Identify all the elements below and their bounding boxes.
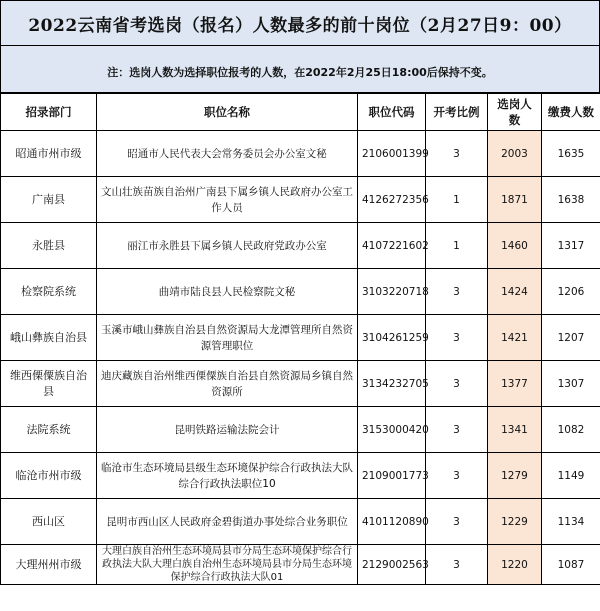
header-paid: 缴费人数 bbox=[542, 94, 600, 131]
cell-ratio: 3 bbox=[426, 269, 488, 315]
cell-ratio: 3 bbox=[426, 407, 488, 453]
table-row bbox=[1, 223, 600, 269]
cell-paid: 1635 bbox=[542, 131, 600, 177]
table-header-row bbox=[1, 94, 600, 131]
cell-code: 2109001773 bbox=[358, 453, 426, 499]
cell-selected: 1424 bbox=[488, 269, 542, 315]
cell-selected: 2003 bbox=[488, 131, 542, 177]
cell-paid: 1149 bbox=[542, 453, 600, 499]
cell-selected: 1871 bbox=[488, 177, 542, 223]
cell-ratio: 3 bbox=[426, 499, 488, 545]
cell-code: 3104261259 bbox=[358, 315, 426, 361]
positions-table bbox=[0, 93, 600, 585]
cell-post: 玉溪市峨山彝族自治县自然资源局大龙潭管理所自然资源管理职位 bbox=[97, 315, 358, 361]
cell-dept: 法院系统 bbox=[1, 407, 97, 453]
table-row bbox=[1, 177, 600, 223]
cell-selected: 1460 bbox=[488, 223, 542, 269]
cell-paid: 1134 bbox=[542, 499, 600, 545]
cell-paid: 1317 bbox=[542, 223, 600, 269]
cell-paid: 1207 bbox=[542, 315, 600, 361]
cell-post: 丽江市永胜县下属乡镇人民政府党政办公室 bbox=[97, 223, 358, 269]
cell-dept: 大理州州市级 bbox=[1, 545, 97, 585]
cell-post: 曲靖市陆良县人民检察院文秘 bbox=[97, 269, 358, 315]
page-title: 2022云南省考选岗（报名）人数最多的前十岗位（2月27日9：00） bbox=[0, 0, 600, 46]
cell-ratio: 1 bbox=[426, 223, 488, 269]
table-row bbox=[1, 361, 600, 407]
cell-paid: 1206 bbox=[542, 269, 600, 315]
cell-post: 迪庆藏族自治州维西傈僳族自治县自然资源局乡镇自然资源所 bbox=[97, 361, 358, 407]
cell-selected: 1377 bbox=[488, 361, 542, 407]
cell-post: 昆明市西山区人民政府金碧街道办事处综合业务职位 bbox=[97, 499, 358, 545]
header-ratio: 开考比例 bbox=[426, 94, 488, 131]
cell-paid: 1638 bbox=[542, 177, 600, 223]
cell-ratio: 3 bbox=[426, 131, 488, 177]
cell-dept: 西山区 bbox=[1, 499, 97, 545]
cell-code: 4126272356 bbox=[358, 177, 426, 223]
cell-ratio: 3 bbox=[426, 453, 488, 499]
cell-post: 文山壮族苗族自治州广南县下属乡镇人民政府办公室工作人员 bbox=[97, 177, 358, 223]
cell-selected: 1341 bbox=[488, 407, 542, 453]
cell-ratio: 3 bbox=[426, 545, 488, 585]
header-code: 职位代码 bbox=[358, 94, 426, 131]
cell-paid: 1082 bbox=[542, 407, 600, 453]
cell-code: 4107221602 bbox=[358, 223, 426, 269]
table-row bbox=[1, 453, 600, 499]
cell-ratio: 3 bbox=[426, 361, 488, 407]
table-row bbox=[1, 499, 600, 545]
cell-post: 昆明铁路运输法院会计 bbox=[97, 407, 358, 453]
table-row bbox=[1, 407, 600, 453]
cell-dept: 广南县 bbox=[1, 177, 97, 223]
footnote: 注：选岗人数为选择职位报考的人数，在2022年2月25日18:00后保持不变。 bbox=[0, 51, 600, 93]
cell-post: 临沧市生态环境局县级生态环境保护综合行政执法大队综合行政执法职位10 bbox=[97, 453, 358, 499]
cell-paid: 1307 bbox=[542, 361, 600, 407]
header-selected: 选岗人数 bbox=[488, 94, 542, 131]
cell-dept: 检察院系统 bbox=[1, 269, 97, 315]
cell-dept: 永胜县 bbox=[1, 223, 97, 269]
cell-dept: 临沧市州市级 bbox=[1, 453, 97, 499]
cell-code: 2106001399 bbox=[358, 131, 426, 177]
cell-ratio: 1 bbox=[426, 177, 488, 223]
cell-paid: 1087 bbox=[542, 545, 600, 585]
cell-selected: 1421 bbox=[488, 315, 542, 361]
header-dept: 招录部门 bbox=[1, 94, 97, 131]
cell-ratio: 3 bbox=[426, 315, 488, 361]
table-row bbox=[1, 315, 600, 361]
cell-dept: 维西傈僳族自治县 bbox=[1, 361, 97, 407]
table-row bbox=[1, 545, 600, 585]
cell-selected: 1229 bbox=[488, 499, 542, 545]
header-post: 职位名称 bbox=[97, 94, 358, 131]
table-row bbox=[1, 131, 600, 177]
cell-selected: 1279 bbox=[488, 453, 542, 499]
cell-dept: 昭通市州市级 bbox=[1, 131, 97, 177]
cell-post: 昭通市人民代表大会常务委员会办公室文秘 bbox=[97, 131, 358, 177]
cell-code: 4101120890 bbox=[358, 499, 426, 545]
cell-code: 3134232705 bbox=[358, 361, 426, 407]
cell-code: 3153000420 bbox=[358, 407, 426, 453]
table-row bbox=[1, 269, 600, 315]
cell-selected: 1220 bbox=[488, 545, 542, 585]
cell-code: 3103220718 bbox=[358, 269, 426, 315]
cell-code: 2129002563 bbox=[358, 545, 426, 585]
cell-dept: 峨山彝族自治县 bbox=[1, 315, 97, 361]
cell-post: 大理白族自治州生态环境局县市分局生态环境保护综合行政执法大队大理白族自治州生态环境局县市分局生态环境保护综合行政执法大队01 bbox=[97, 545, 358, 585]
